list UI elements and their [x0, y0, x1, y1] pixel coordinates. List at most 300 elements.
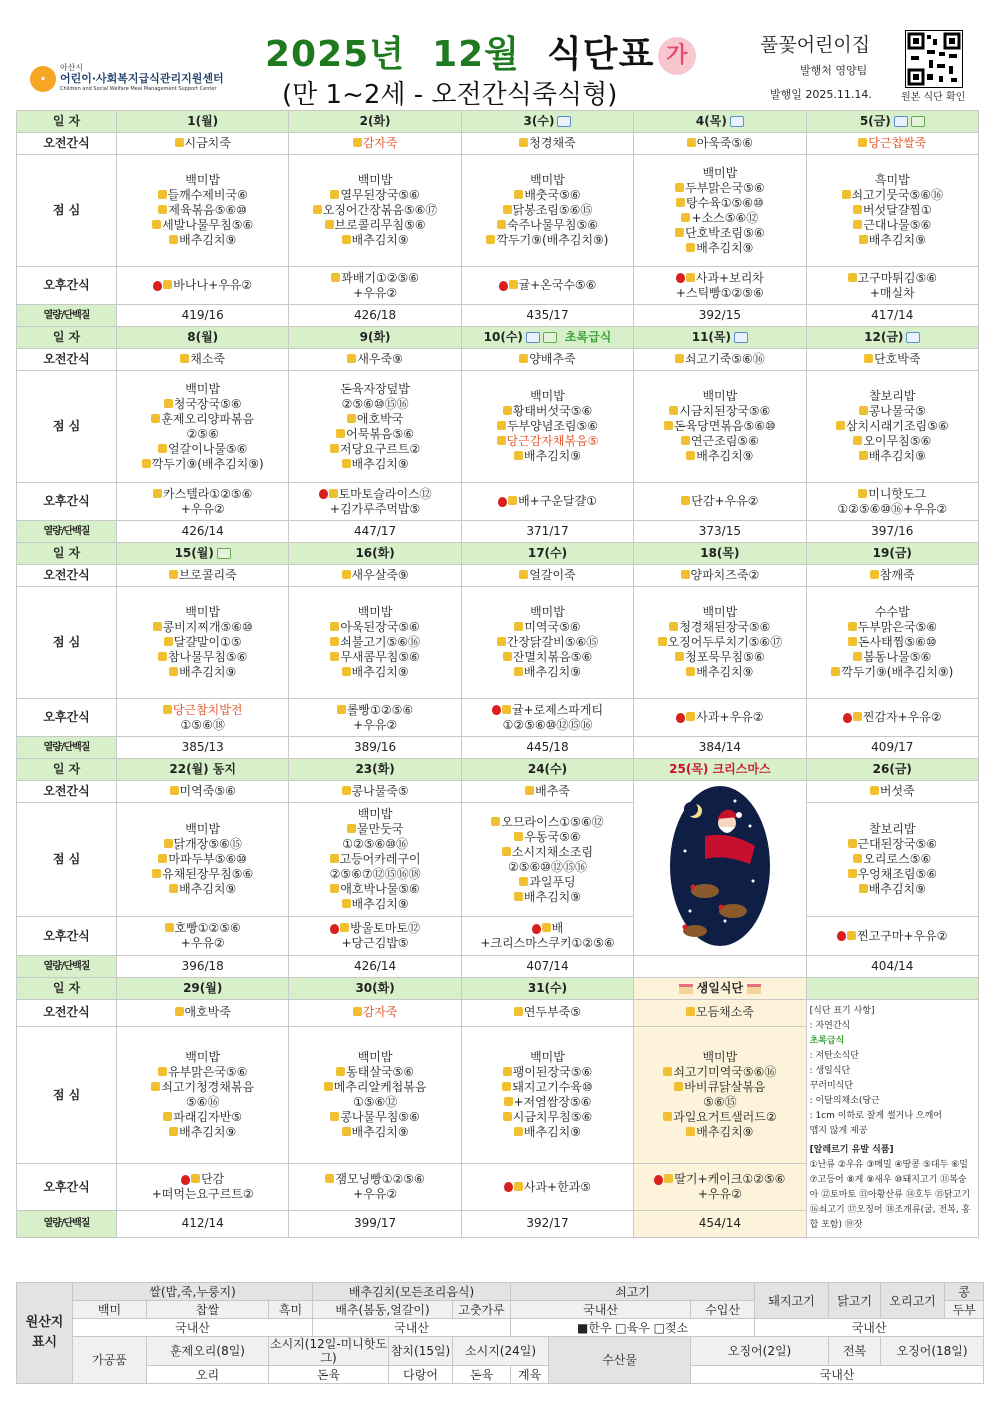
- duck2-header: 훈제오리(8일): [147, 1337, 269, 1366]
- chopped-food-icon: [848, 273, 857, 282]
- cal-cell: [117, 737, 289, 759]
- chopped-food-icon: [686, 1007, 695, 1016]
- menu-line: [463, 1180, 632, 1195]
- menu-text: +우유②: [180, 936, 225, 951]
- menu-text: +떠먹는요구르트②: [151, 1187, 254, 1202]
- chopped-food-icon: [514, 190, 523, 199]
- chopped-food-icon: [853, 712, 862, 721]
- chopped-food-icon: [342, 235, 351, 244]
- menu-text: 닭개장⑤⑥⑮: [173, 837, 242, 852]
- menu-line: [463, 233, 632, 248]
- date-cell: [117, 543, 289, 565]
- chopped-food-icon: [170, 786, 179, 795]
- chopped-food-icon: [158, 652, 167, 661]
- day-label: 일 자: [17, 759, 117, 781]
- strawberry-icon: [330, 924, 339, 934]
- date-text: 3(수): [523, 114, 555, 128]
- chopped-food-icon: [497, 220, 506, 229]
- am-cell: [289, 133, 461, 155]
- menu-line: [808, 784, 977, 799]
- menu-text: 애호박죽: [184, 1005, 231, 1020]
- chopped-food-icon: [503, 1112, 512, 1121]
- chopped-food-icon: [175, 1007, 184, 1016]
- menu-text: 미역죽⑤⑥: [179, 784, 236, 799]
- kimchi-origin: 국내산: [313, 1319, 511, 1337]
- pm-cell: [806, 483, 978, 521]
- kimchi-header: 배추김치(모든조리음식): [313, 1283, 511, 1301]
- date-cell: [289, 111, 461, 133]
- menu-line: [118, 397, 287, 412]
- menu-text: 유채된장무침⑤⑥: [162, 867, 254, 882]
- menu-line: [290, 635, 459, 650]
- chopped-food-icon: [313, 205, 322, 214]
- legend-spacer: [806, 978, 978, 1000]
- chopped-food-icon: [342, 667, 351, 676]
- package-meal-icon: [526, 332, 540, 343]
- menu-text: 브로콜리죽: [178, 568, 237, 582]
- chicken-header: 닭고기: [829, 1283, 881, 1319]
- chopped-food-icon: [858, 489, 867, 498]
- cal-cell: [634, 956, 806, 978]
- menu-line: [635, 271, 804, 286]
- menu-line: [808, 352, 977, 367]
- menu-text: 두부양념조림⑤⑥: [506, 419, 599, 433]
- menu-line: [635, 1050, 804, 1065]
- cal-text: 445/18: [526, 740, 569, 754]
- menu-text: 오리로스⑤⑥: [863, 852, 932, 867]
- menu-line: [808, 487, 977, 502]
- pm-label: 오후간식: [17, 267, 117, 305]
- menu-line: [463, 188, 632, 203]
- chopped-food-icon: [519, 570, 528, 579]
- menu-text: 고구마튀김⑤⑥: [857, 270, 938, 285]
- menu-line: [463, 389, 632, 404]
- chopped-food-icon: [853, 652, 862, 661]
- menu-line: [635, 1172, 804, 1187]
- am-row: [17, 1000, 979, 1027]
- date-cell: [634, 978, 806, 1000]
- date-text: 4(목): [695, 114, 727, 128]
- chopped-food-icon: [342, 570, 351, 579]
- header: [0, 0, 992, 110]
- pm-cell: [117, 1164, 289, 1211]
- lunch-cell: [117, 371, 289, 483]
- menu-line: [463, 830, 632, 845]
- chopped-food-icon: [329, 489, 338, 498]
- menu-line: [118, 1065, 287, 1080]
- menu-text: 양파치즈죽②: [690, 568, 760, 582]
- menu-text: 미역국⑤⑥: [524, 620, 581, 634]
- menu-line: [290, 936, 459, 951]
- menu-line: [463, 921, 632, 936]
- cal-cell: [806, 737, 978, 759]
- menu-line: [290, 203, 459, 218]
- chopped-food-icon: [675, 652, 684, 661]
- chopped-food-icon: [831, 667, 840, 676]
- menu-text: +우유②: [353, 1187, 398, 1202]
- menu-line: [463, 815, 632, 830]
- menu-line: [635, 665, 804, 680]
- cal-cell: [461, 1210, 633, 1237]
- menu-line: [118, 635, 287, 650]
- lunch-cell: [461, 155, 633, 267]
- chopped-food-icon: [514, 1127, 523, 1136]
- pm-cell: [289, 917, 461, 956]
- menu-text: 팽이된장국⑤⑥: [512, 1065, 593, 1080]
- menu-line: [290, 852, 459, 867]
- menu-line: [290, 136, 459, 151]
- menu-line: [290, 173, 459, 188]
- sausage1-header: 소시지(12일-미니핫도그): [270, 1337, 388, 1365]
- menu-line: [808, 173, 977, 188]
- menu-line: [808, 650, 977, 665]
- chopped-food-icon: [853, 220, 862, 229]
- menu-line: [635, 241, 804, 256]
- chopped-food-icon: [686, 712, 695, 721]
- am-cell: [461, 565, 633, 587]
- strawberry-icon: [837, 931, 846, 941]
- rice-origin: 국내산: [73, 1319, 313, 1337]
- chopped-food-icon: [158, 205, 167, 214]
- chopped-food-icon: [509, 280, 518, 289]
- menu-line: [290, 1187, 459, 1202]
- package-meal-icon: [730, 116, 744, 127]
- menu-text: 딸기+케이크①②⑤⑥: [674, 1172, 786, 1187]
- chopped-food-icon: [658, 637, 667, 646]
- menu-line: [290, 352, 459, 367]
- cal-text: 392/17: [526, 1216, 569, 1231]
- menu-text: 소시지채소조림: [511, 844, 594, 859]
- chopped-food-icon: [342, 1127, 351, 1136]
- menu-text: 연근조림⑤⑥: [690, 434, 759, 448]
- pm-cell: [461, 1164, 633, 1211]
- chopped-food-icon: [847, 931, 856, 940]
- menu-line: [463, 1065, 632, 1080]
- menu-text: 동태살국⑤⑥: [346, 1065, 415, 1080]
- am-cell: [806, 349, 978, 371]
- pm-row: [17, 699, 979, 737]
- menu-line: [118, 822, 287, 837]
- chopped-food-icon: [853, 436, 862, 445]
- cal-row: [17, 737, 979, 759]
- menu-text: 잼모닝빵①②⑤⑥: [335, 1172, 425, 1187]
- menu-line: [808, 389, 977, 404]
- menu-text: 흑미밥: [874, 173, 910, 187]
- chopped-food-icon: [859, 451, 868, 460]
- menu-line: [635, 494, 804, 509]
- menu-line: [118, 278, 287, 293]
- menu-line: [463, 1125, 632, 1140]
- chopped-food-icon: [497, 436, 506, 445]
- menu-text: 오므라이스①⑤⑥⑫: [501, 814, 604, 829]
- chopped-food-icon: [342, 786, 351, 795]
- squid2-header: 오징어(18일): [881, 1337, 984, 1366]
- chopped-food-icon: [675, 354, 684, 363]
- strawberry-icon: [676, 273, 685, 283]
- menu-text: 근대나물⑤⑥: [863, 218, 932, 232]
- chopped-food-icon: [848, 637, 857, 646]
- menu-text: 배춧국⑤⑥: [524, 188, 581, 202]
- menu-line: [808, 929, 977, 944]
- am-row: [17, 349, 979, 371]
- chopped-food-icon: [165, 923, 174, 932]
- cal-text: 426/14: [353, 959, 397, 973]
- menu-line: [463, 173, 632, 188]
- beef-header: 쇠고기: [511, 1283, 755, 1301]
- tuna-value: 다랑어: [389, 1366, 453, 1384]
- chopped-food-icon: [142, 459, 151, 468]
- publisher: 발행처 영양팀: [800, 64, 868, 77]
- menu-line: [118, 921, 287, 936]
- menu-line: [463, 605, 632, 620]
- chopped-food-icon: [681, 436, 690, 445]
- monthly-veg-icon: [217, 548, 231, 559]
- pm-cell: [806, 267, 978, 305]
- menu-text: ①②⑤⑥⑩⑯+우유②: [837, 501, 948, 516]
- menu-text: 사과+보리차: [695, 270, 764, 285]
- strawberry-icon: [153, 281, 162, 291]
- day-label: 일 자: [17, 327, 117, 349]
- am-cell: [634, 565, 806, 587]
- menu-text: 바비큐닭살볶음: [684, 1080, 766, 1095]
- lunch-row: [17, 155, 979, 267]
- date-cell: [634, 543, 806, 565]
- menu-text: 백미밥: [185, 173, 221, 187]
- menu-line: [635, 1125, 804, 1140]
- cal-text: 404/14: [871, 959, 914, 973]
- pm-cell: [461, 267, 633, 305]
- menu-line: [118, 1125, 287, 1140]
- menu-line: [118, 605, 287, 620]
- menu-text: +스틱빵①②⑤⑥: [675, 285, 764, 300]
- menu-line: [118, 412, 287, 427]
- menu-text: 아욱죽⑤⑥: [696, 136, 754, 150]
- date-text: 2(화): [359, 114, 391, 128]
- chopped-food-icon: [514, 1007, 523, 1016]
- menu-text: 배추김치⑨: [696, 449, 754, 463]
- menu-line: [290, 397, 459, 412]
- cal-cell: [634, 1210, 806, 1237]
- pm-cell: [461, 483, 633, 521]
- chopped-food-icon: [508, 496, 517, 505]
- menu-line: [808, 404, 977, 419]
- menu-line: [463, 449, 632, 464]
- monthly-veg-icon: [911, 116, 925, 127]
- menu-line: [290, 807, 459, 822]
- menu-text: +우유②: [180, 501, 225, 516]
- cal-cell: [806, 305, 978, 327]
- menu-line: [463, 936, 632, 951]
- chopped-food-icon: [514, 451, 523, 460]
- date-text: 18(목): [700, 546, 740, 560]
- cal-text: 385/13: [181, 740, 224, 754]
- menu-text: 참나물무침⑤⑥: [167, 650, 248, 664]
- cake-icon: [747, 984, 761, 994]
- menu-text: 배추김치⑨: [351, 665, 409, 679]
- chopped-food-icon: [158, 854, 167, 863]
- chopped-food-icon: [686, 667, 695, 676]
- am-label: 오전간식: [17, 133, 117, 155]
- page-title: [265, 26, 696, 77]
- chopped-food-icon: [676, 198, 685, 207]
- menu-line: [808, 665, 977, 680]
- menu-line: [808, 136, 977, 151]
- date-text: 22(월) 동지: [169, 762, 236, 776]
- am-cell: [117, 133, 289, 155]
- processed-label: 가공품: [73, 1337, 147, 1384]
- menu-text: 배추김치⑨: [696, 665, 754, 679]
- menu-line: [118, 352, 287, 367]
- menu-line: [463, 703, 632, 718]
- chopped-food-icon: [324, 1082, 333, 1091]
- menu-line: [118, 650, 287, 665]
- menu-line: [463, 352, 632, 367]
- lunch-cell: [289, 371, 461, 483]
- menu-line: [463, 718, 632, 733]
- santa-sleigh-icon: [665, 781, 775, 951]
- menu-text: 배추김치⑨: [351, 456, 409, 471]
- cal-label: 열량/단백질: [17, 521, 117, 543]
- menu-line: [808, 852, 977, 867]
- menu-line: [118, 233, 287, 248]
- menu-text: 백미밥: [185, 822, 221, 837]
- menu-text: 백미밥: [357, 807, 393, 822]
- am-cell: [461, 133, 633, 155]
- title-year: 2025년: [265, 34, 405, 75]
- menu-line: [635, 605, 804, 620]
- lunch-label: 점 심: [17, 1026, 117, 1163]
- chopped-food-icon: [664, 1174, 673, 1183]
- chopped-food-icon: [151, 414, 160, 423]
- legend-chop: : 1cm 이하로 잘게 썰거나 으깨어: [809, 1111, 942, 1121]
- cal-cell: [289, 737, 461, 759]
- chopped-food-icon: [175, 138, 184, 147]
- menu-text: 배추김치⑨: [868, 449, 926, 463]
- menu-text: 단감+우유②: [691, 494, 759, 508]
- pm-cell: [117, 699, 289, 737]
- date-text: 12(금): [864, 330, 904, 344]
- cal-row: [17, 521, 979, 543]
- chopped-food-icon: [342, 459, 351, 468]
- date-cell: [634, 327, 806, 349]
- cal-text: 435/17: [526, 308, 569, 322]
- lunch-cell: [634, 155, 806, 267]
- cal-text: 373/15: [698, 524, 741, 538]
- chopped-food-icon: [163, 1112, 172, 1121]
- cal-text: 407/14: [526, 959, 569, 973]
- menu-text: ①⑤⑥⑱: [180, 717, 225, 732]
- chopped-food-icon: [502, 705, 511, 714]
- menu-text: ⑤⑥⑮: [703, 1095, 737, 1110]
- cal-cell: [634, 737, 806, 759]
- menu-text: 쇠고기미역국⑤⑥⑯: [673, 1065, 777, 1080]
- smile-logo-icon: ·: [30, 66, 56, 92]
- menu-line: [290, 382, 459, 397]
- menu-text: 과일요거트샐러드②: [673, 1110, 777, 1125]
- date-cell: [634, 759, 806, 781]
- chopped-food-icon: [169, 1127, 178, 1136]
- date-row: [17, 543, 979, 565]
- pm-cell: [117, 483, 289, 521]
- menu-line: [290, 784, 459, 799]
- chopped-food-icon: [859, 884, 868, 893]
- menu-text: 배추김치⑨: [696, 1125, 754, 1140]
- date-text: 11(목): [691, 330, 731, 344]
- menu-text: 두부맑은국⑤⑥: [685, 180, 765, 195]
- strawberry-icon: [492, 705, 501, 715]
- chopped-food-icon: [864, 354, 873, 363]
- menu-text: 찰보리밥: [869, 389, 916, 403]
- menu-text: 시금치죽: [184, 136, 231, 150]
- lunch-cell: [634, 371, 806, 483]
- menu-line: [463, 860, 632, 875]
- package-meal-icon: [557, 116, 571, 127]
- chopped-food-icon: [842, 190, 851, 199]
- menu-text: 토마토슬라이스⑫: [338, 486, 432, 501]
- date-cell: [289, 543, 461, 565]
- menu-line: [463, 1110, 632, 1125]
- meat-origin: 국내산: [755, 1319, 984, 1337]
- menu-text: 백미밥: [530, 173, 565, 187]
- menu-line: [290, 1095, 459, 1110]
- strawberry-icon: [181, 1175, 190, 1185]
- cal-text: 417/14: [871, 308, 914, 322]
- menu-line: [290, 665, 459, 680]
- menu-line: [118, 1110, 287, 1125]
- lunch-row: [17, 371, 979, 483]
- menu-text: 귤+로제스파게티: [511, 702, 604, 717]
- cal-cell: [117, 521, 289, 543]
- menu-line: [635, 419, 804, 434]
- chopped-food-icon: [330, 637, 339, 646]
- qr-code-icon[interactable]: [905, 30, 963, 88]
- menu-text: +저염쌈장⑤⑥: [513, 1095, 592, 1110]
- menu-line: [808, 620, 977, 635]
- pm-cell: [289, 699, 461, 737]
- pm-cell: [634, 699, 806, 737]
- chopped-food-icon: [502, 1082, 511, 1091]
- chopped-food-icon: [870, 786, 879, 795]
- chopped-food-icon: [336, 429, 345, 438]
- chopped-food-icon: [191, 1174, 200, 1183]
- menu-line: [635, 1095, 804, 1110]
- menu-line: [118, 703, 287, 718]
- cal-text: 396/18: [181, 959, 224, 973]
- cal-text: 409/17: [871, 740, 914, 754]
- chopped-food-icon: [853, 205, 862, 214]
- menu-text: 배추죽: [535, 784, 570, 799]
- menu-line: [808, 605, 977, 620]
- date-cell: [461, 327, 633, 349]
- chopped-food-icon: [519, 138, 528, 147]
- lunch-cell: [806, 587, 978, 699]
- chapssal: 찹쌀: [147, 1301, 269, 1319]
- menu-text: ②⑤⑥⑩⑮⑯: [341, 396, 409, 411]
- menu-text: 훈제오리양파볶음: [161, 411, 255, 426]
- menu-line: [463, 494, 632, 509]
- menu-line: [463, 404, 632, 419]
- strawberry-icon: [843, 713, 852, 723]
- chopped-food-icon: [331, 273, 340, 282]
- menu-text: 열무된장국⑤⑥: [340, 188, 420, 202]
- menu-text: +우유②: [697, 1187, 742, 1202]
- chopped-food-icon: [669, 622, 678, 631]
- menu-text: 돈육자장덮밥: [340, 381, 410, 396]
- strawberry-icon: [499, 281, 508, 291]
- menu-line: [808, 568, 977, 583]
- menu-line: [635, 136, 804, 151]
- chopped-food-icon: [858, 138, 867, 147]
